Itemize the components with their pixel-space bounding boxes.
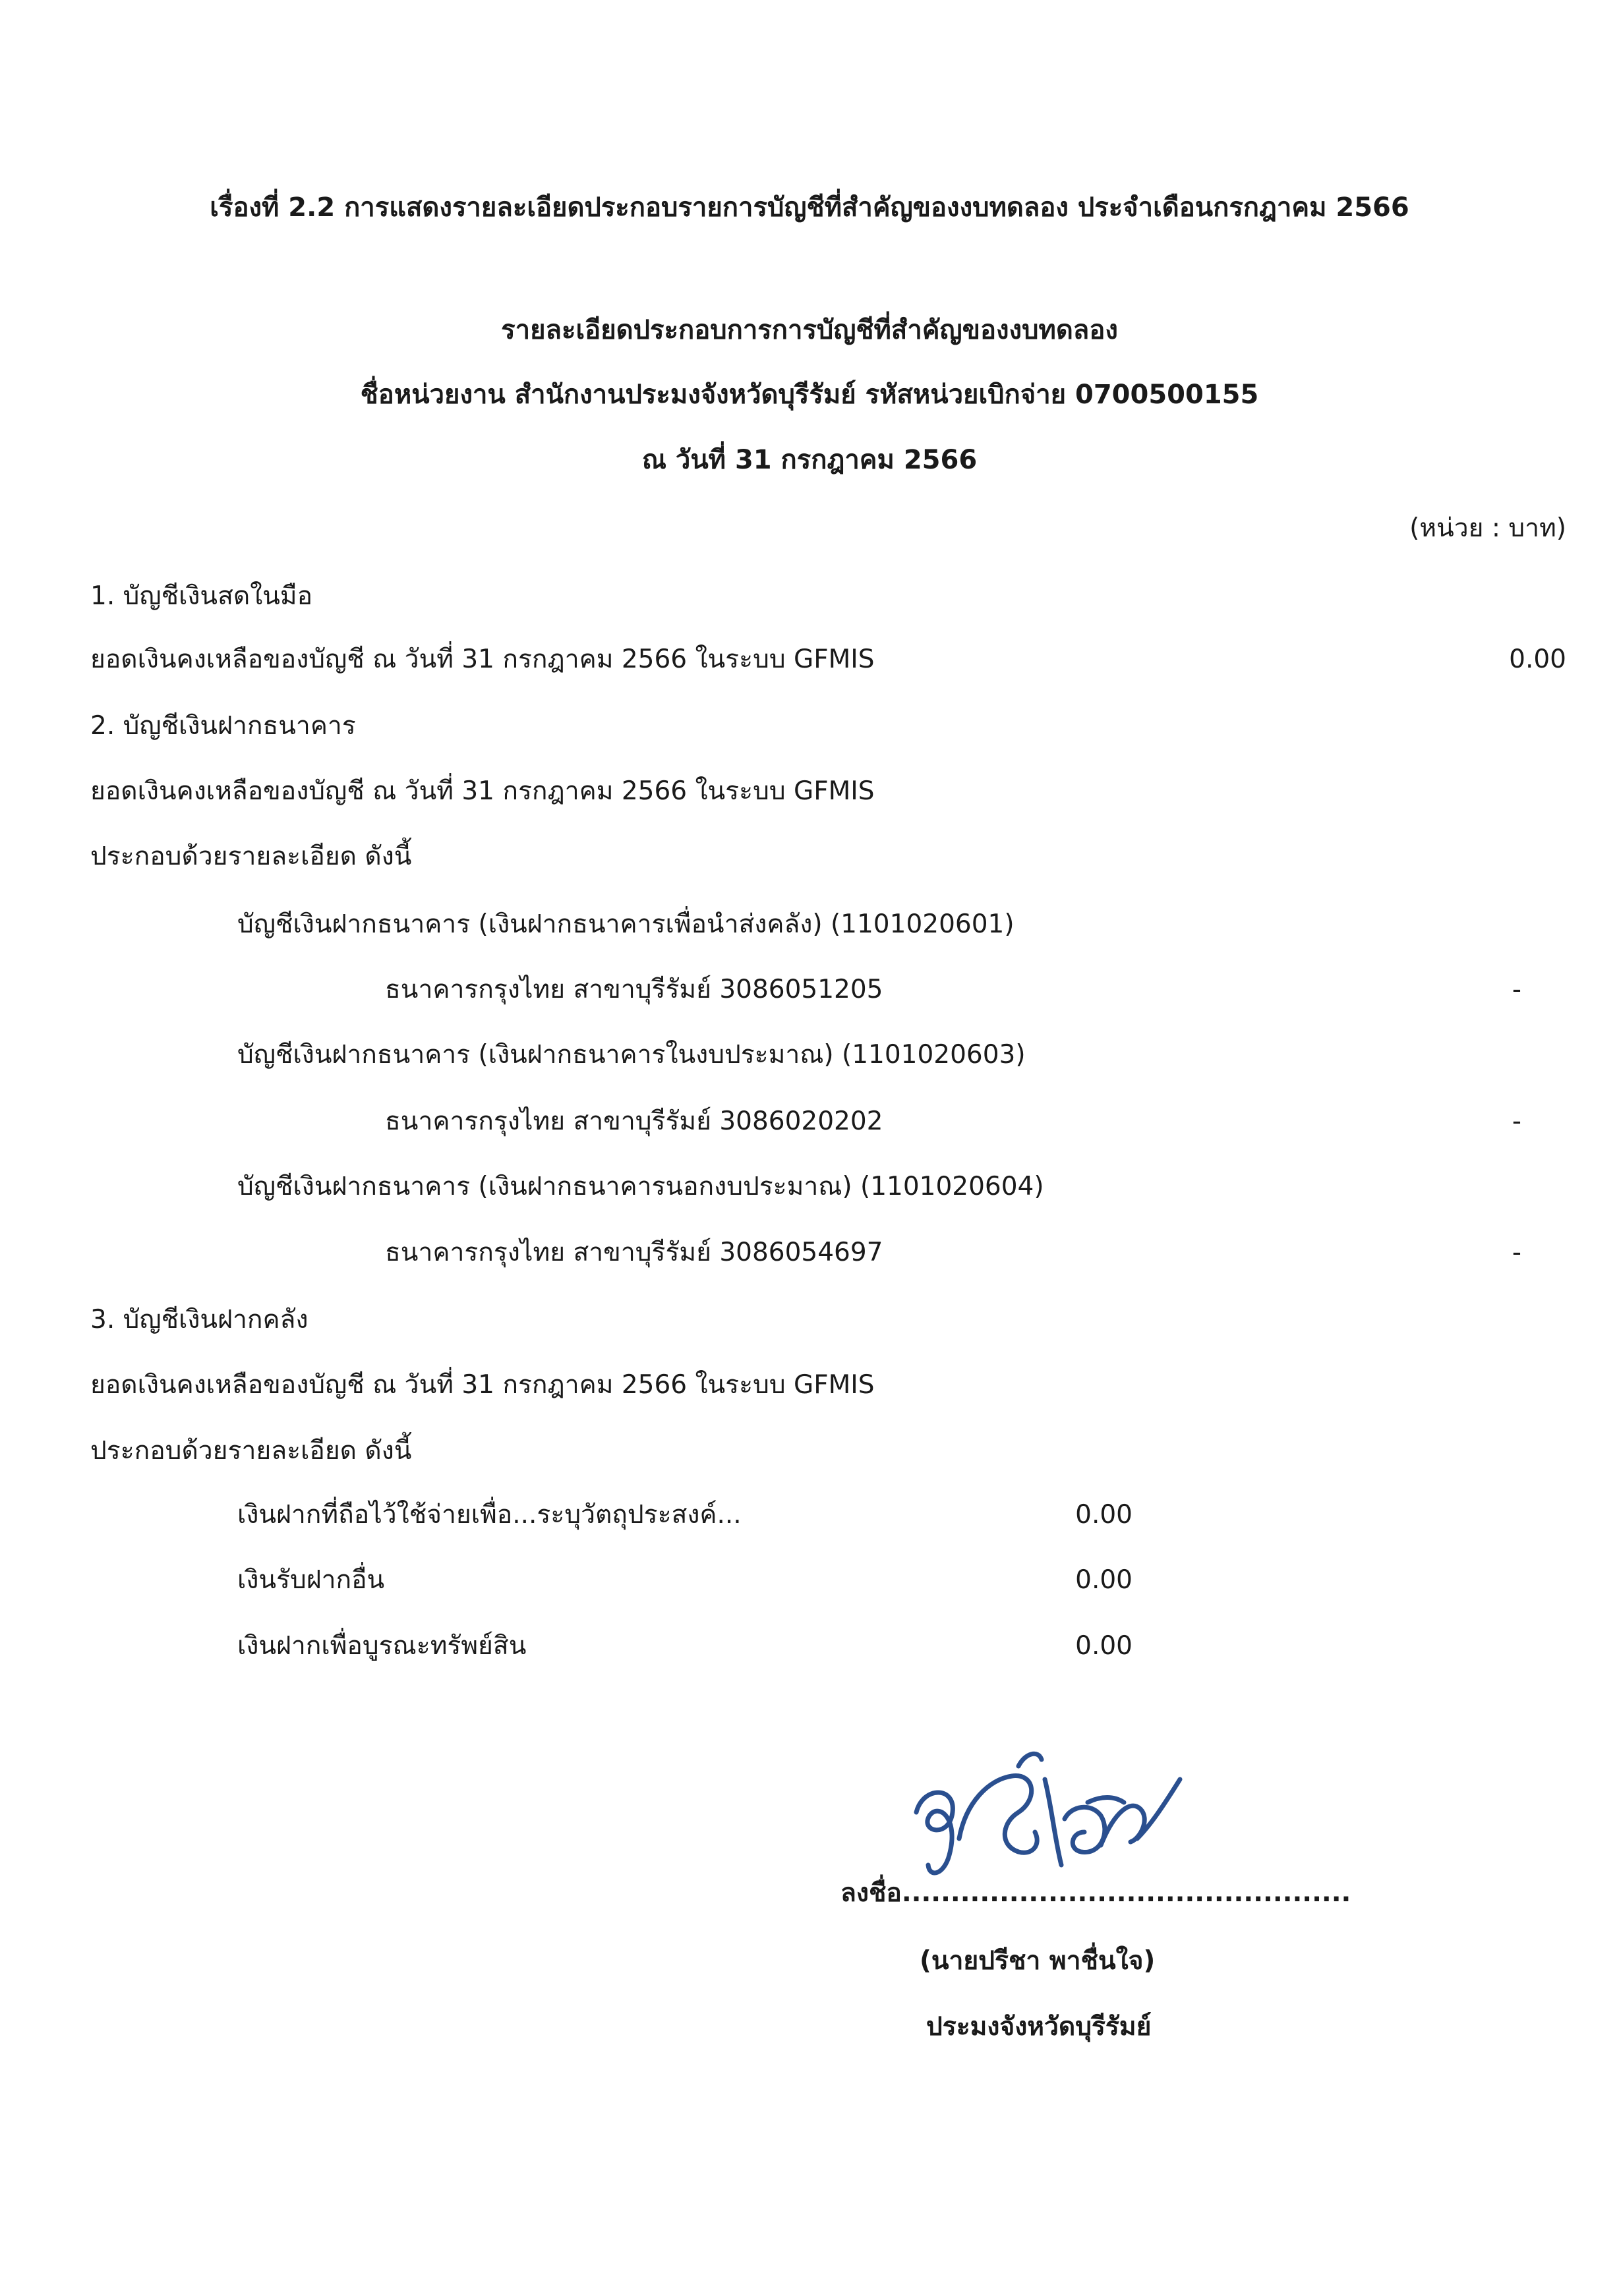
section3-title: 3. บัญชีเงินฝากคลัง [90,1305,309,1335]
subtitle-report-name: รายละเอียดประกอบการการบัญชีที่สำคัญของงบทดลอง [501,315,1118,345]
section3-detail-label: ประกอบด้วยรายละเอียด ดังนี้ [90,1436,412,1466]
section3-balance-label: ยอดเงินคงเหลือของบัญชี ณ วันที่ 31 กรกฎาคม 2566 ในระบบ GFMIS [90,1370,875,1400]
signer-position: ประมงจังหวัดบุรีรัมย์ [926,2012,1152,2042]
section2-value-2: - [1512,1106,1521,1136]
section1-balance-label: ยอดเงินคงเหลือของบัญชี ณ วันที่ 31 กรกฎาคม 2566 ในระบบ GFMIS [90,645,875,674]
document-heading: เรื่องที่ 2.2 การแสดงรายละเอียดประกอบรายการบัญชีที่สำคัญของงบทดลอง ประจำเดือนกรกฎาคม 2566 [210,192,1409,223]
section3-item-3-label: เงินฝากเพื่อบูรณะทรัพย์สิน [237,1631,527,1661]
section1-balance-value: 0.00 [1509,645,1566,674]
section2-value-1: - [1512,975,1521,1004]
section1-title: 1. บัญชีเงินสดในมือ [90,581,313,611]
section2-bank-3: ธนาคารกรุงไทย สาขาบุรีรัมย์ 3086054697 [385,1238,883,1267]
section2-value-3: - [1512,1238,1521,1267]
section2-account-3: บัญชีเงินฝากธนาคาร (เงินฝากธนาคารนอกงบประมาณ) (1101020604) [237,1172,1044,1201]
signer-name: (นายปรีชา พาชื่นใจ) [920,1946,1156,1976]
signature-line: ลงชื่อ.............................................. [840,1878,1351,1908]
section3-item-2-value: 0.00 [1075,1565,1133,1595]
section2-account-1: บัญชีเงินฝากธนาคาร (เงินฝากธนาคารเพื่อนำส่งคลัง) (1101020601) [237,909,1015,939]
subtitle-agency: ชื่อหน่วยงาน สำนักงานประมงจังหวัดบุรีรัมย์ รหัสหน่วยเบิกจ่าย 0700500155 [360,380,1259,410]
section3-item-1-value: 0.00 [1075,1500,1133,1530]
section2-account-2: บัญชีเงินฝากธนาคาร (เงินฝากธนาคารในงบประมาณ) (1101020603) [237,1040,1026,1070]
section2-title: 2. บัญชีเงินฝากธนาคาร [90,711,356,741]
section3-item-2-label: เงินรับฝากอื่น [237,1565,385,1595]
subtitle-date: ณ วันที่ 31 กรกฎาคม 2566 [641,445,978,475]
section2-detail-label: ประกอบด้วยรายละเอียด ดังนี้ [90,842,412,871]
unit-label: (หน่วย : บาท) [1409,513,1566,543]
section3-item-1-label: เงินฝากที่ถือไว้ใช้จ่ายเพื่อ...ระบุวัตถุประสงค์... [237,1500,742,1530]
section2-bank-1: ธนาคารกรุงไทย สาขาบุรีรัมย์ 3086051205 [385,975,883,1004]
section2-balance-label: ยอดเงินคงเหลือของบัญชี ณ วันที่ 31 กรกฎาคม 2566 ในระบบ GFMIS [90,776,875,806]
section3-item-3-value: 0.00 [1075,1631,1133,1661]
section2-bank-2: ธนาคารกรุงไทย สาขาบุรีรัมย์ 3086020202 [385,1106,883,1136]
